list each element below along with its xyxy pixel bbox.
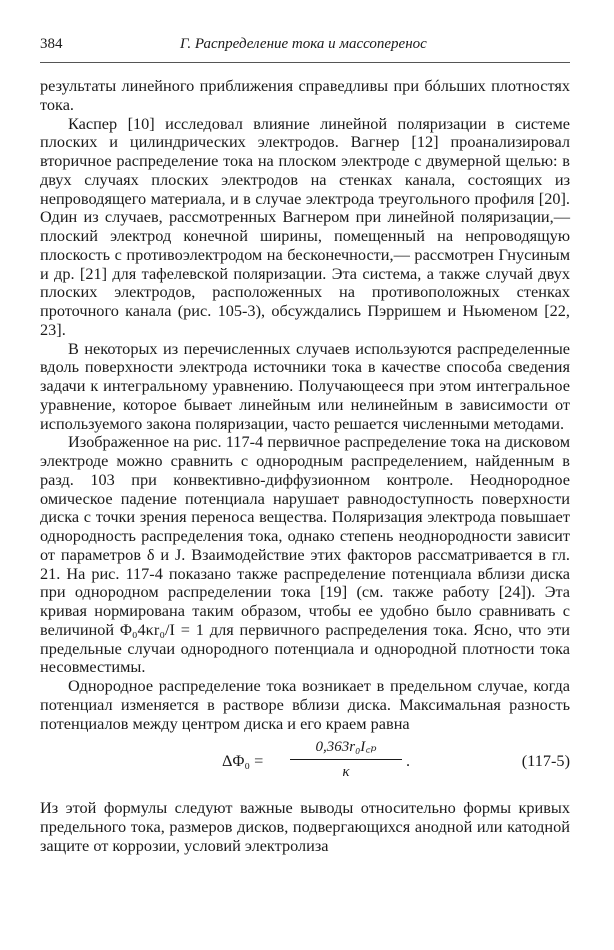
- paragraph-conclusions: Из этой формулы следуют важные выводы относительно формы кривых предельного тока, размеров дисков, подвергающихся анодной или катодной защите от коррозии, условий электролиза: [40, 798, 570, 855]
- header-divider: [40, 62, 570, 63]
- paragraph-disk-electrode: Изображенное на рис. 117-4 первичное распределение тока на дисковом электроде можно сравнить с однородным распределением, найденным в разд. 103 при конвективно-диффузионном контроле. Неоднородное омическое падение потенциала нарушает равнодоступность поверхности диска с точки зрения переноса вещества. Поляризация электрода повышает однородность распределения тока, однако степень неоднородности зависит от параметров δ и J. Взаимодействие этих факторов рассматривается в гл. 21. На рис. 117-4 показано также распределение потенциала вблизи диска при однородном распределении тока [19] (см. также работу [24]). Эта кривая нормирована таким образом, чтобы ее удобно было сравнивать с величиной Φ₀4κr₀/I = 1 для первичного распределения тока. Ясно, что эти предельные случаи однородного потенциала и однородной плотности тока несовместимы.: [40, 432, 570, 677]
- equation-numerator: 0,363r₀I꜀ₚ: [315, 739, 377, 756]
- fraction-bar: [290, 759, 402, 760]
- paragraph-continuation: результаты линейного приближения справедливы при бóльших плотностях тока.: [40, 76, 570, 114]
- paragraph-kasper: Каспер [10] исследовал влияние линейной поляризации в системе плоских и цилиндрических электродов. Вагнер [12] проанализировал вторичное распределение тока на плоском электроде с двумерной щелью: в двух случаях плоских электродов на стенках канала, состоящих из непроводящего материала, и в случае электрода треугольного профиля [20]. Один из случаев, рассмотренных Вагнером при линейной поляризации,— плоский электрод конечной ширины, помещенный на непроводящую плоскость с противоэлектродом на бесконечности,— рассмотрен Гнусиным и др. [21] для тафелевской поляризации. Эта система, а также случай двух плоских электродов, расположенных на противоположных стенках проточного канала (рис. 105-3), обсуждались Пэрришем и Ньюменом [22, 23].: [40, 113, 570, 339]
- equation-lhs: ΔΦ₀ =: [222, 751, 264, 771]
- equation-period: .: [406, 751, 411, 771]
- equation-117-5: [40, 737, 570, 791]
- equation-fraction: [290, 737, 402, 782]
- equation-denominator: κ: [342, 764, 350, 781]
- equation-number: (117-5): [521, 751, 570, 771]
- paragraph-uniform-distribution: Однородное распределение тока возникает в предельном случае, когда потенциал изменяется в растворе вблизи диска. Максимальная разность потенциалов между центром диска и его краем равна: [40, 676, 570, 733]
- page-number: 384: [40, 36, 63, 52]
- body-text: [40, 77, 570, 856]
- running-title: Г. Распределение тока и массоперенос: [180, 36, 427, 52]
- page-header: [40, 36, 570, 58]
- paragraph-integral-equation: В некоторых из перечисленных случаев используются распределенные вдоль поверхности электрода источники тока в качестве способа сведения задачи к интегральному уравнению. Получающееся при этом интегральное уравнение, которое бывает линейным или нелинейным в зависимости от используемого закона поляризации, часто решается численными методами.: [40, 338, 570, 433]
